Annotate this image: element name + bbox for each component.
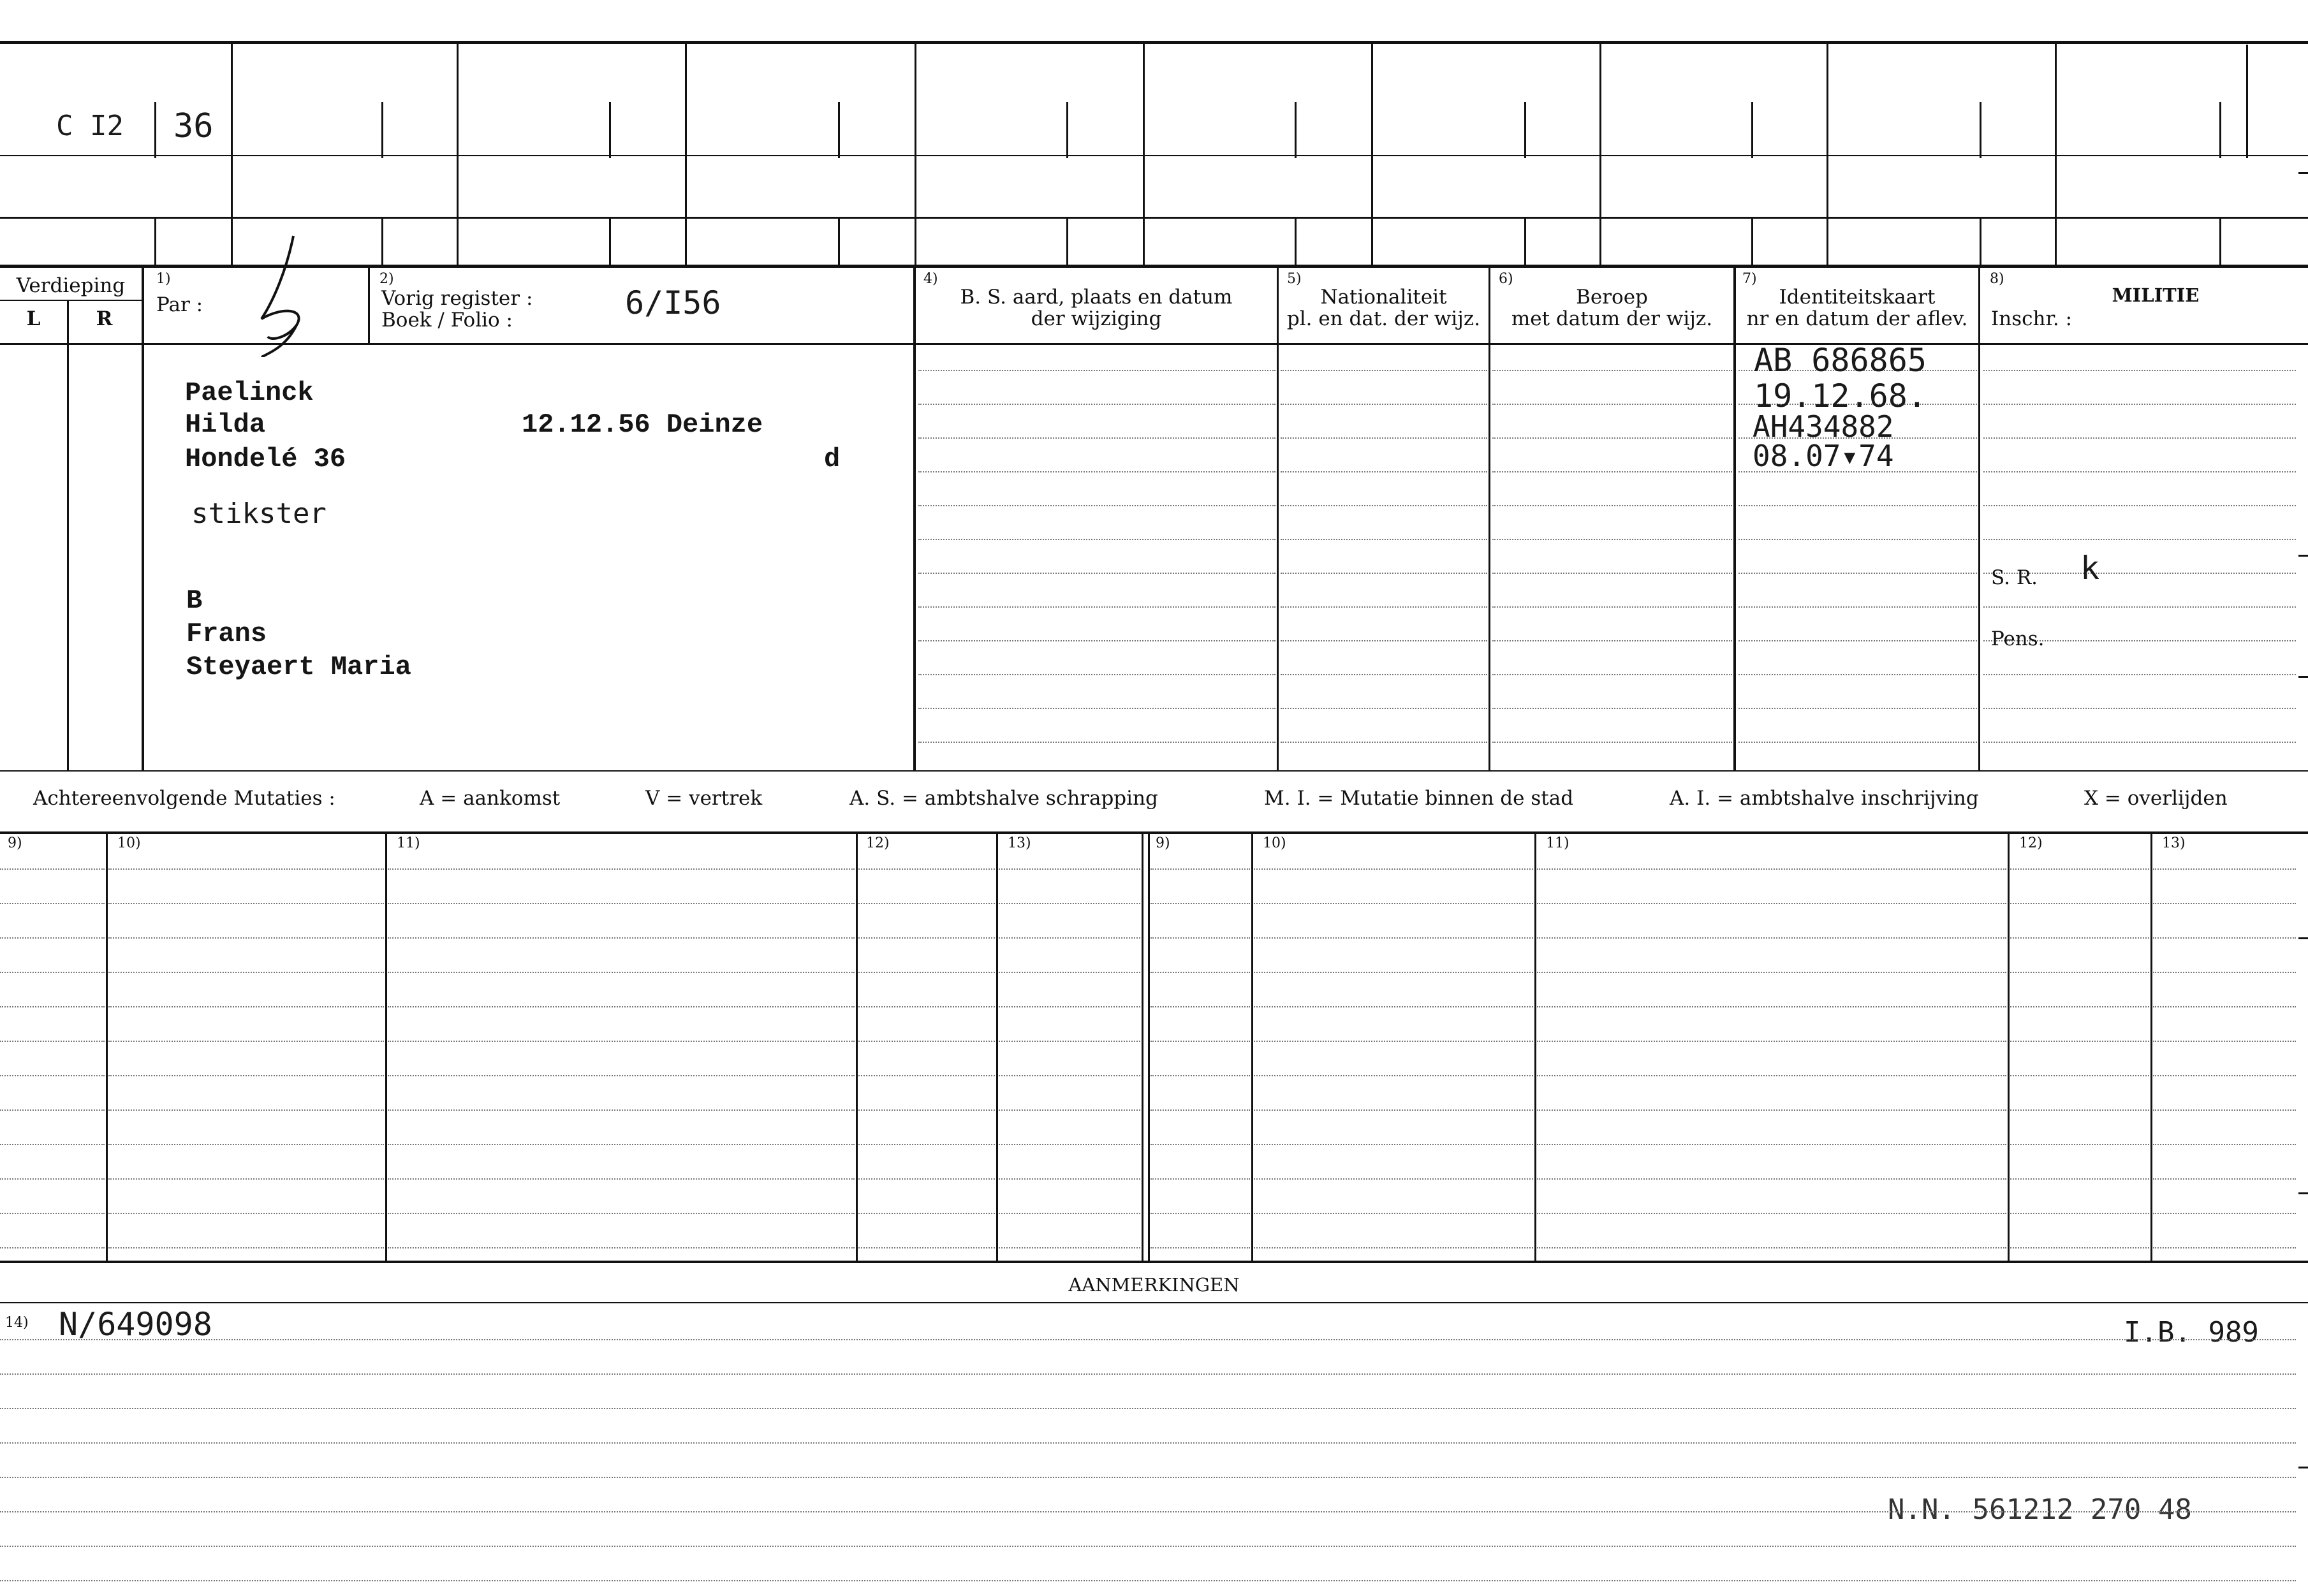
remarks-ib: I.B. 989 — [2124, 1316, 2259, 1349]
col1-num: 1) — [156, 271, 171, 287]
sr-value: k — [2080, 550, 2100, 587]
legend-title: Achtereenvolgende Mutaties : — [33, 787, 335, 810]
person-surname: Paelinck — [185, 377, 314, 408]
col4-label2: der wijziging — [1031, 307, 1162, 330]
mut-col-10b: 10) — [1263, 835, 1286, 851]
col1-label: Par : — [156, 293, 203, 316]
id-card2: AH434882 — [1753, 409, 1894, 444]
par-signature — [236, 230, 364, 357]
sr-label: S. R. — [1991, 566, 2038, 589]
col4-num: 4) — [923, 271, 938, 287]
remarks-num: 14) — [5, 1315, 29, 1331]
col7-label1: Identiteitskaart — [1779, 286, 1936, 309]
col2-num: 2) — [379, 271, 394, 287]
vorig-register-value: 6/I56 — [625, 284, 721, 321]
col6-label1: Beroep — [1576, 286, 1648, 309]
legend-item-x: X = overlijden — [2084, 787, 2228, 810]
person-occupation: stikster — [191, 497, 327, 530]
mut-col-9a: 9) — [8, 835, 22, 851]
id-date2: 08.07▾74 — [1753, 439, 1894, 473]
col8-label2: Inschr. : — [1991, 307, 2073, 330]
mut-col-11b: 11) — [1546, 835, 1569, 851]
top-code: C I2 — [56, 110, 124, 142]
id-card1: AB 686865 — [1754, 342, 1927, 379]
col7-label2: nr en datum der aflev. — [1746, 307, 1968, 330]
person-birth: 12.12.56 Deinze — [522, 409, 763, 440]
col7-num: 7) — [1742, 271, 1757, 287]
legend-item-mi: M. I. = Mutatie binnen de stad — [1264, 787, 1574, 810]
mut-col-11a: 11) — [397, 835, 420, 851]
legend-item-v: V = vertrek — [645, 787, 763, 810]
mut-col-10a: 10) — [117, 835, 141, 851]
verdieping-label: Verdieping — [16, 274, 126, 297]
col5-label2: pl. en dat. der wijz. — [1286, 307, 1481, 330]
mut-col-12b: 12) — [2019, 835, 2043, 851]
person-address: Hondelé 36 — [185, 444, 346, 474]
col2-label2: Boek / Folio : — [381, 309, 513, 332]
verdieping-r: R — [96, 307, 113, 330]
person-given-name: Hilda — [185, 409, 266, 440]
col2-label1: Vorig register : — [381, 287, 533, 310]
verdieping-l: L — [26, 307, 41, 330]
person-status: d — [824, 444, 841, 474]
person-father: Frans — [186, 619, 267, 649]
col8-num: 8) — [1990, 271, 2004, 287]
legend-item-a: A = aankomst — [420, 787, 561, 810]
col5-num: 5) — [1287, 271, 1302, 287]
legend-item-as: A. S. = ambtshalve schrapping — [849, 787, 1158, 810]
remarks-title: AANMERKINGEN — [1068, 1274, 1240, 1296]
col5-label1: Nationaliteit — [1320, 286, 1447, 309]
col6-num: 6) — [1499, 271, 1513, 287]
person-b: B — [186, 585, 203, 616]
pens-label: Pens. — [1991, 627, 2045, 650]
person-mother: Steyaert Maria — [186, 652, 411, 682]
legend-item-ai: A. I. = ambtshalve inschrijving — [1670, 787, 1979, 810]
id-date1: 19.12.68. — [1754, 377, 1927, 414]
remarks-n-number: N/649098 — [59, 1306, 212, 1343]
remarks-nn: N.N. 561212 270 48 — [1888, 1493, 2192, 1526]
mut-col-9b: 9) — [1156, 835, 1170, 851]
col4-label1: B. S. aard, plaats en datum — [960, 286, 1233, 309]
mut-col-13a: 13) — [1008, 835, 1031, 851]
top-number: 36 — [173, 107, 214, 145]
mut-col-12a: 12) — [866, 835, 890, 851]
col6-label2: met datum der wijz. — [1511, 307, 1713, 330]
mut-col-13b: 13) — [2162, 835, 2186, 851]
col8-label1: MILITIE — [2112, 284, 2200, 306]
